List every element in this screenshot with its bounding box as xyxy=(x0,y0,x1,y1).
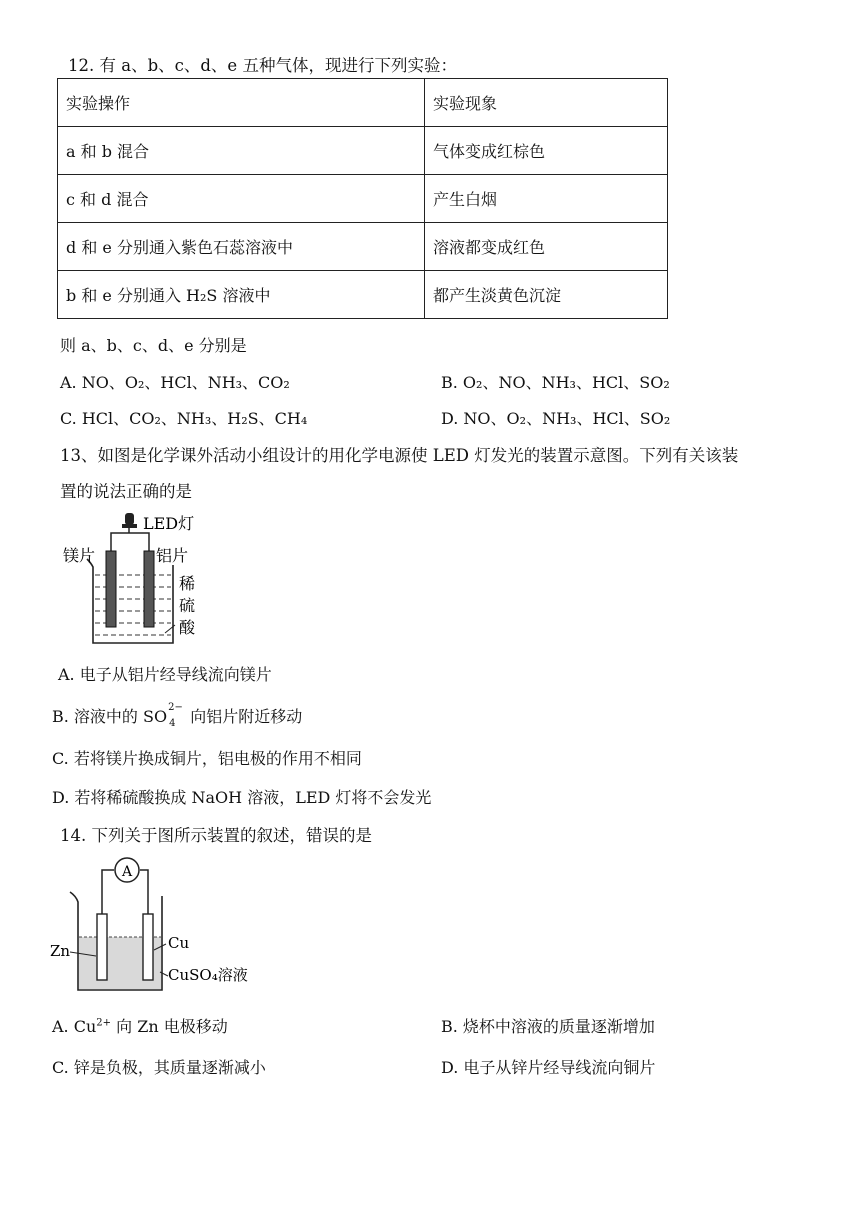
sulfate-charge: 2− xyxy=(168,701,183,713)
table-header-cell: 实验现象 xyxy=(425,79,668,127)
copper-label: Cu xyxy=(168,934,190,952)
solution-label: CuSO₄溶液 xyxy=(168,966,248,984)
table-cell: c 和 d 混合 xyxy=(58,175,425,223)
table-cell: 气体变成红棕色 xyxy=(425,127,668,175)
acid-label-3: 酸 xyxy=(179,618,196,637)
table-cell: 产生白烟 xyxy=(425,175,668,223)
q13-option-d: D. 若将稀硫酸换成 NaOH 溶液，LED 灯将不会发光 xyxy=(52,788,432,807)
zinc-electrode xyxy=(97,914,107,980)
q13-title-line1: 13、如图是化学课外活动小组设计的用化学电源使 LED 灯发光的装置示意图。下列有关该装 xyxy=(60,446,739,465)
q13-option-a: A. 电子从铝片经导线流向镁片 xyxy=(58,665,272,684)
table-cell: a 和 b 混合 xyxy=(58,127,425,175)
led-bulb-icon xyxy=(122,513,137,528)
q13-option-b-post: 向铝片附近移动 xyxy=(185,707,303,726)
copper-ion-charge: 2+ xyxy=(96,1017,112,1029)
q14-option-a xyxy=(52,1014,228,1037)
wire xyxy=(102,870,114,914)
q14-title: 14. 下列关于图所示装置的叙述，错误的是 xyxy=(60,826,372,845)
wire xyxy=(111,533,149,551)
experiment-table xyxy=(57,78,668,319)
magnesium-label: 镁片 xyxy=(63,546,96,565)
table-row xyxy=(58,127,668,175)
table-cell: b 和 e 分别通入 H₂S 溶液中 xyxy=(58,271,425,319)
acid-label-2: 硫 xyxy=(179,596,196,615)
copper-electrode xyxy=(143,914,153,980)
galvanic-cell-figure xyxy=(50,852,270,1002)
led-label: LED灯 xyxy=(143,514,195,533)
table-cell: 都产生淡黄色沉淀 xyxy=(425,271,668,319)
table-header-row xyxy=(58,79,668,127)
table-row xyxy=(58,223,668,271)
q14-option-b: B. 烧杯中溶液的质量逐渐增加 xyxy=(441,1017,655,1036)
q14-option-c: C. 锌是负极，其质量逐渐减小 xyxy=(52,1058,266,1077)
aluminum-electrode xyxy=(144,551,154,627)
beaker xyxy=(87,559,173,643)
sulfate-subscript: 4 xyxy=(169,717,176,729)
q12-title: 12. 有 a、b、c、d、e 五种气体，现进行下列实验： xyxy=(68,56,457,75)
table-row xyxy=(58,175,668,223)
q12-option-a: A. NO、O₂、HCl、NH₃、CO₂ xyxy=(60,373,290,392)
q13-option-b xyxy=(52,701,303,729)
q14-option-d: D. 电子从锌片经导线流向铜片 xyxy=(441,1058,656,1077)
wire xyxy=(140,870,148,914)
aluminum-label: 铝片 xyxy=(156,546,189,565)
q12-prompt: 则 a、b、c、d、e 分别是 xyxy=(60,336,247,355)
q12-option-d: D. NO、O₂、NH₃、HCl、SO₂ xyxy=(441,409,671,428)
q12-option-b: B. O₂、NO、NH₃、HCl、SO₂ xyxy=(441,373,670,392)
table-header-cell: 实验操作 xyxy=(58,79,425,127)
magnesium-electrode xyxy=(106,551,116,627)
table-cell: d 和 e 分别通入紫色石蕊溶液中 xyxy=(58,223,425,271)
q13-option-c: C. 若将镁片换成铜片，铝电极的作用不相同 xyxy=(52,749,362,768)
ammeter-label: A xyxy=(122,864,133,880)
led-cell-figure xyxy=(55,505,255,655)
q12-option-c: C. HCl、CO₂、NH₃、H₂S、CH₄ xyxy=(60,409,308,428)
q14-option-a-pre: A. Cu xyxy=(52,1017,97,1036)
table-row xyxy=(58,271,668,319)
q13-option-b-pre: B. 溶液中的 SO xyxy=(52,707,168,726)
ammeter-icon xyxy=(115,858,139,882)
q13-title-line2: 置的说法正确的是 xyxy=(60,482,192,501)
table-cell: 溶液都变成红色 xyxy=(425,223,668,271)
zinc-label: Zn xyxy=(50,942,71,960)
q14-option-a-post: 向 Zn 电极移动 xyxy=(111,1017,228,1036)
acid-label-1: 稀 xyxy=(179,574,196,593)
